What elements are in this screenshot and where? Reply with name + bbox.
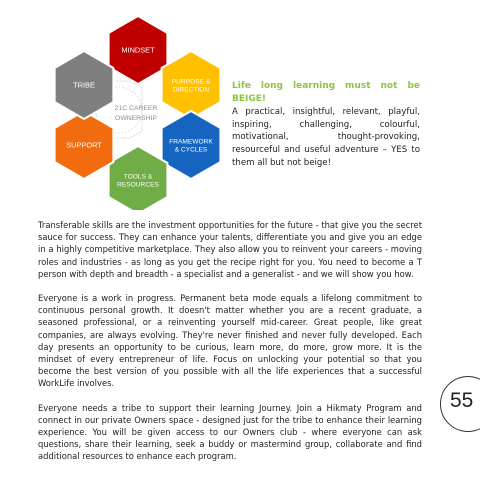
paragraph-transferable-skills: Transferable skills are the investment opportunities for the future - that give you the secret sauce for success. They can enhance your talents, differentiate you and give you an edge in a highly competitive marketplace. They also allow you to reinvent your careers - moving roles and industries - as long as you get the recipe right for you. You need to become a T person with depth and breadth - a specialist and a generalist - and we will show you how. [38,220,422,279]
hex-label-mindset: MINDSET [121,45,155,55]
hex-label-tools: TOOLS & [123,173,153,181]
hex-label-framework: FRAMEWORK [169,138,213,146]
center-label-line1: 21C CAREER [114,105,158,112]
body-text [38,219,422,475]
intro-title: Life long learning must not be BEIGE! [232,81,420,104]
hex-label-framework: & CYCLES [174,146,208,154]
page-number-badge [440,376,480,432]
career-ownership-diagram [0,0,230,210]
intro-block [232,80,420,169]
center-label-line2: OWNERSHIP [115,115,157,122]
hex-label-purpose: PURPOSE & [171,78,211,86]
paragraph-work-in-progress: Everyone is a work in progress. Permanent beta mode equals a lifelong commitment to continuous personal growth. It doesn't matter whether you are a recent graduate, a seasoned professional, or a reinventing yourself mid-career. Great people, like great companies, are always evolving. They're never finished and never fully developed. Each day presents an opportunity to be curious, learn more, do more, grow more. It is the mindset of every entrepreneur of life. Focus on unlocking your potential so that you become the best version of you possible with all the life experiences that a successful WorkLife involves. [38,293,422,389]
page-number: 55 [450,389,474,412]
paragraph-tribe: Everyone needs a tribe to support their learning Journey. Join a Hikmaty Program and connect in our private Owners space - designed just for the tribe to enhance their learning experience. You will be given access to our Owners club - where everyone can ask questions, share their learning, seek a buddy or mastermind group, collaborate and find additional resources to enhance each program. [38,402,422,462]
hex-label-tools: RESOURCES [117,181,159,189]
hex-label-support: SUPPORT [66,140,102,150]
hex-label-tribe: TRIBE [73,80,95,90]
intro-body: A practical, insightful, relevant, playful, inspiring, challenging, colourful, motivational, thought-provoking, resourceful and useful adventure – YES to them all but not beige! [232,107,420,168]
hex-label-purpose: DIRECTION [172,86,210,94]
